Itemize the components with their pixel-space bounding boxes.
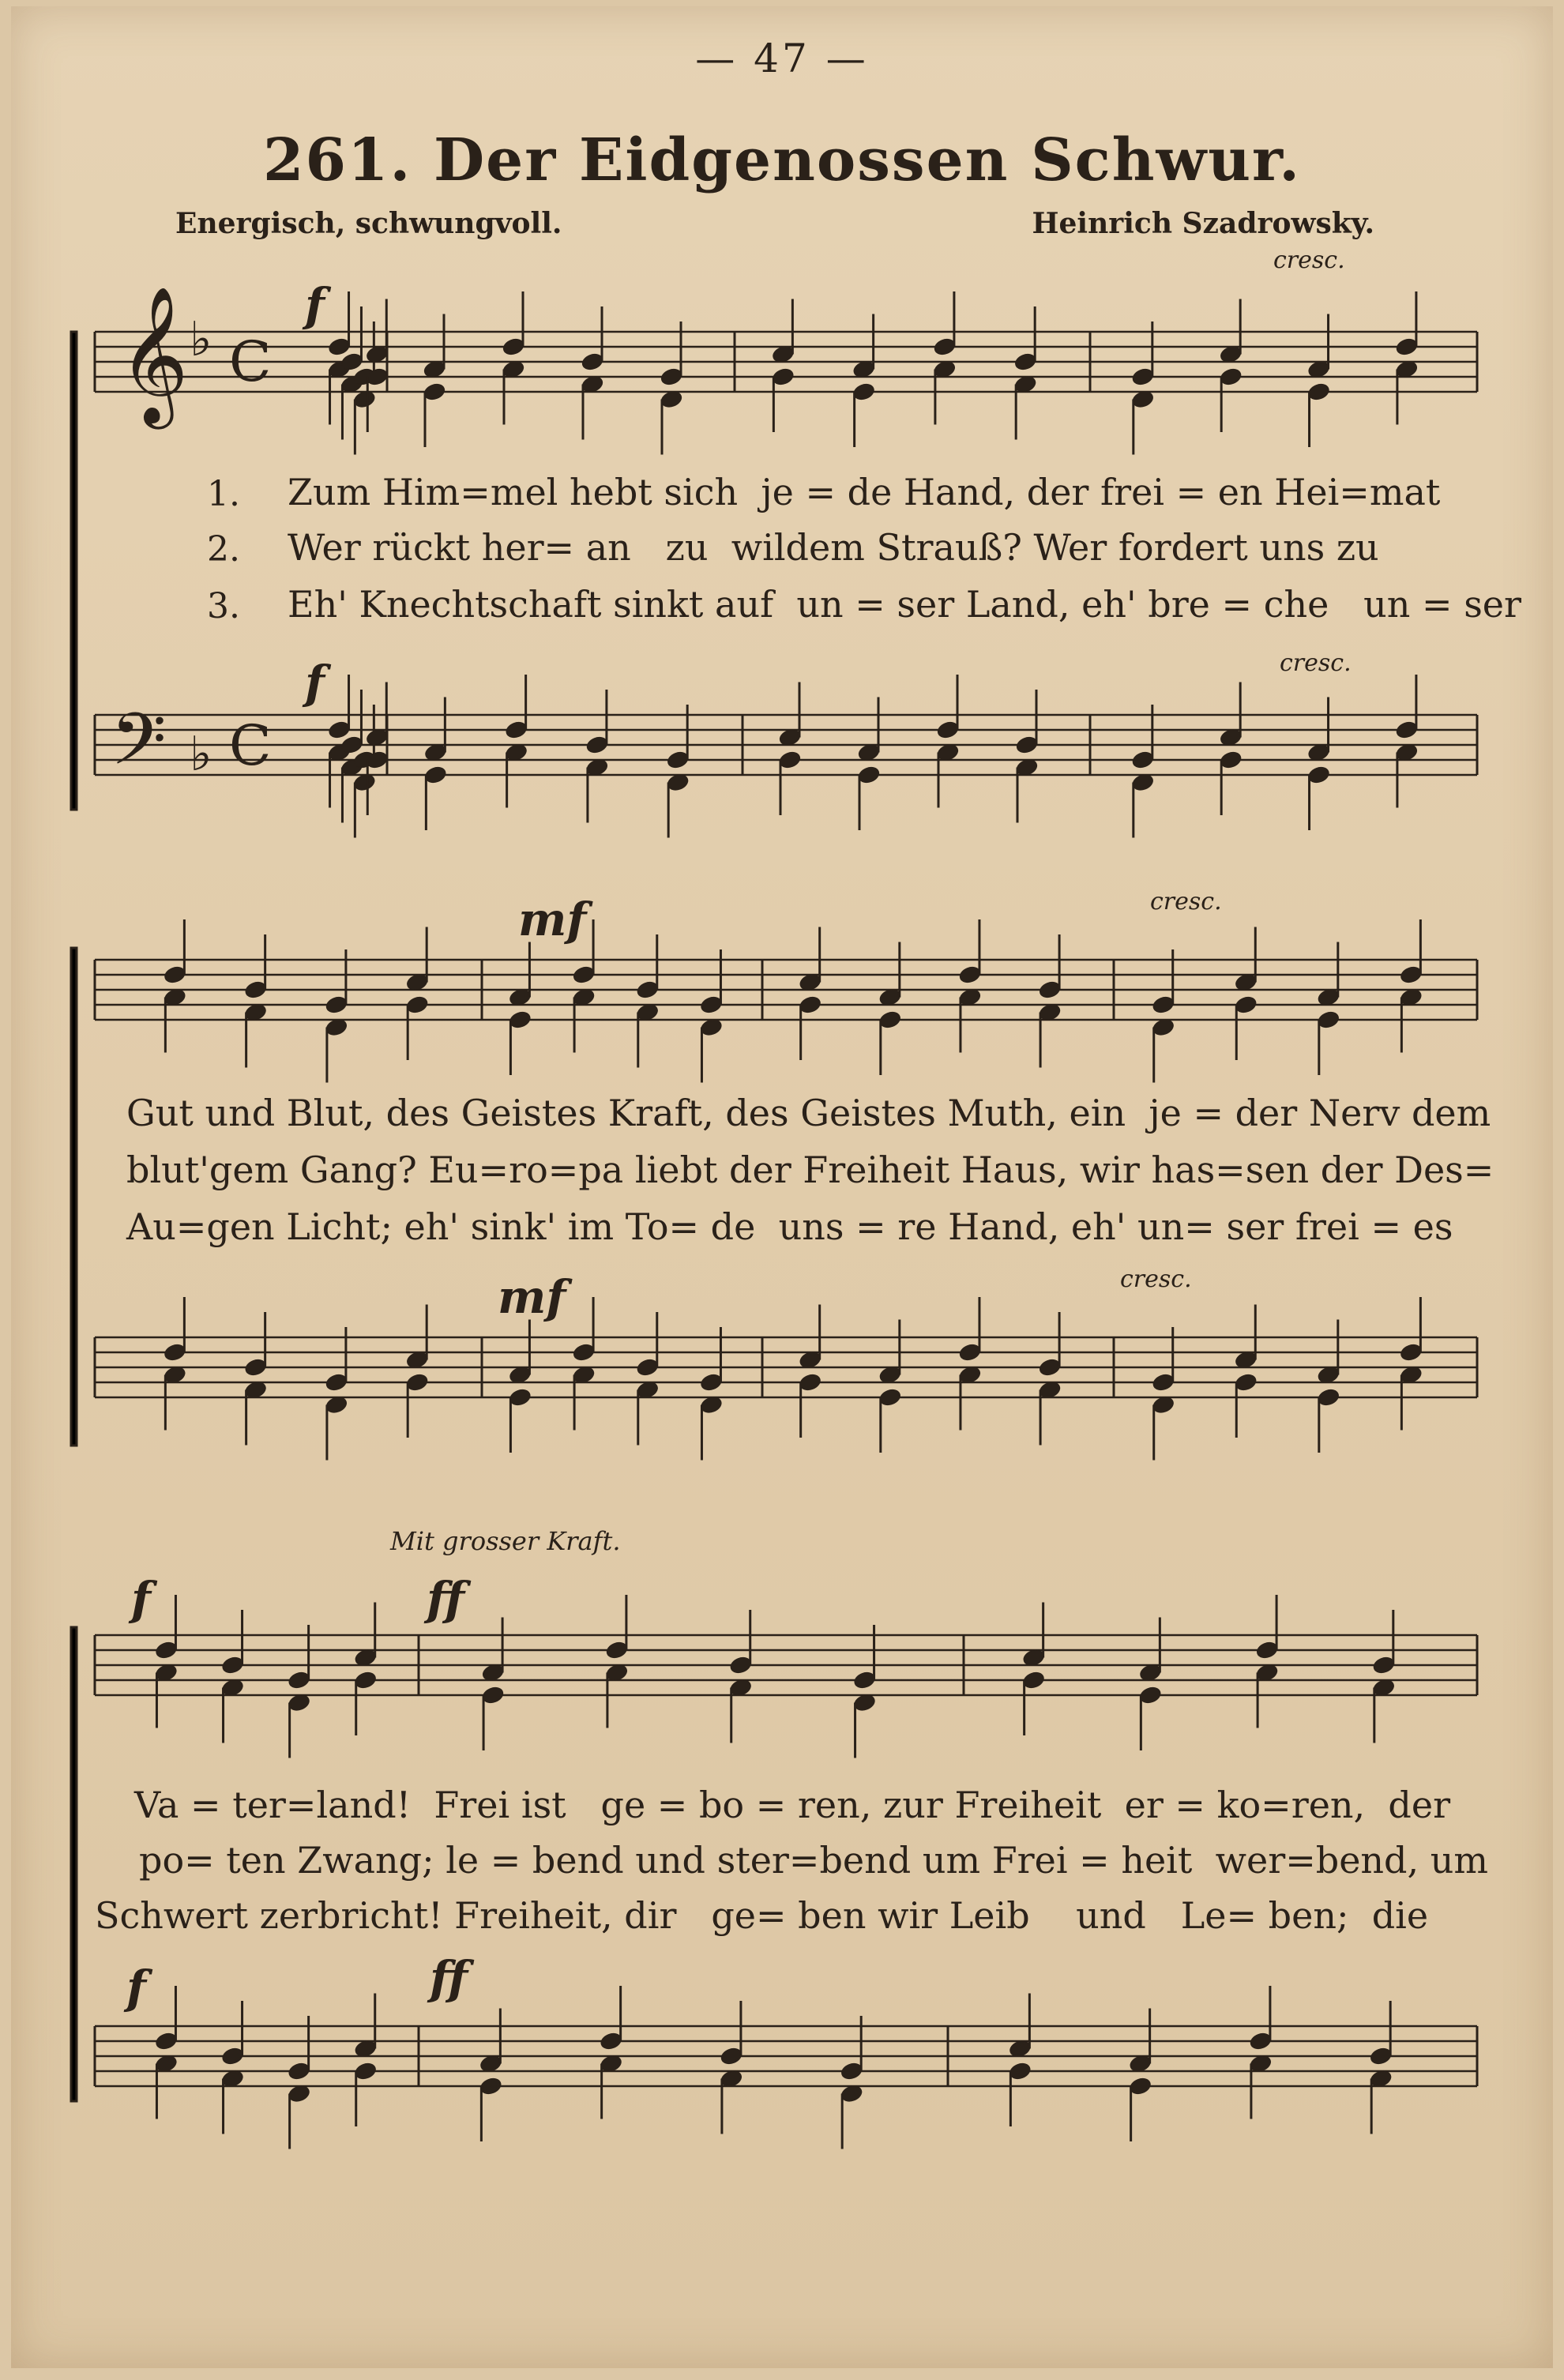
flat-sign: ♭ [190, 312, 212, 367]
lyric-line: po= ten Zwang; le = bend und ster=bend um Frei = heit wer=bend, um [139, 1839, 1488, 1882]
dynamic-mf: mf [518, 893, 587, 946]
system-brace [71, 948, 77, 1446]
system-brace [71, 332, 77, 810]
cresc-marking: cresc. [1280, 649, 1352, 677]
lyric-line: Schwert zerbricht! Freiheit, dir ge= ben wir Leib und Le= ben; die [95, 1894, 1429, 1937]
common-time-sign: C [229, 713, 272, 778]
lyric-line: Va = ter=land! Frei ist ge = bo = ren, zur Freiheit er = ko=ren, der [134, 1784, 1451, 1826]
dynamic-mf: mf [498, 1270, 566, 1324]
page-number: — 47 — [695, 36, 869, 81]
cresc-marking: cresc. [1120, 1265, 1192, 1293]
tempo-marking: Energisch, schwungvoll. [175, 207, 562, 240]
cresc-marking: cresc. [1273, 246, 1345, 274]
lyric-line: Au=gen Licht; eh' sink' im To= de uns = re Hand, eh' un= ser frei = es [126, 1205, 1453, 1248]
bass-clef: 𝄢 [111, 697, 167, 799]
verse-number: 2. [207, 529, 240, 570]
tempo-marking-system3: Mit grosser Kraft. [390, 1526, 621, 1556]
flat-sign: ♭ [190, 727, 212, 782]
dynamic-f: f [305, 278, 325, 332]
cresc-marking: cresc. [1150, 888, 1222, 916]
song-title: 261. Der Eidgenossen Schwur. [263, 126, 1301, 194]
dynamic-f: f [131, 1572, 151, 1626]
lyric-line: Eh' Knechtschaft sinkt auf un = ser Land, eh' bre = che un = ser [288, 583, 1522, 626]
dynamic-f: f [126, 1961, 146, 2014]
lyric-line: Zum Him=mel hebt sich je = de Hand, der frei = en Hei=mat [288, 471, 1441, 513]
verse-number: 1. [207, 474, 240, 514]
lyric-line: Wer rückt her= an zu wildem Strauß? Wer fordert uns zu [288, 526, 1379, 569]
composer-name: Heinrich Szadrowsky. [1032, 207, 1374, 240]
dynamic-f: f [305, 656, 325, 709]
common-time-sign: C [229, 329, 272, 394]
system-brace [71, 1627, 77, 2101]
dynamic-ff: ff [430, 1951, 468, 2005]
lyric-line: blut'gem Gang? Eu=ro=pa liebt der Freiheit Haus, wir has=sen der Des= [126, 1149, 1494, 1191]
verse-number: 3. [207, 586, 240, 626]
dynamic-ff: ff [427, 1572, 464, 1626]
lyric-line: Gut und Blut, des Geistes Kraft, des Geistes Muth, ein je = der Nerv dem [126, 1092, 1491, 1134]
treble-clef: 𝄞 [118, 286, 189, 423]
